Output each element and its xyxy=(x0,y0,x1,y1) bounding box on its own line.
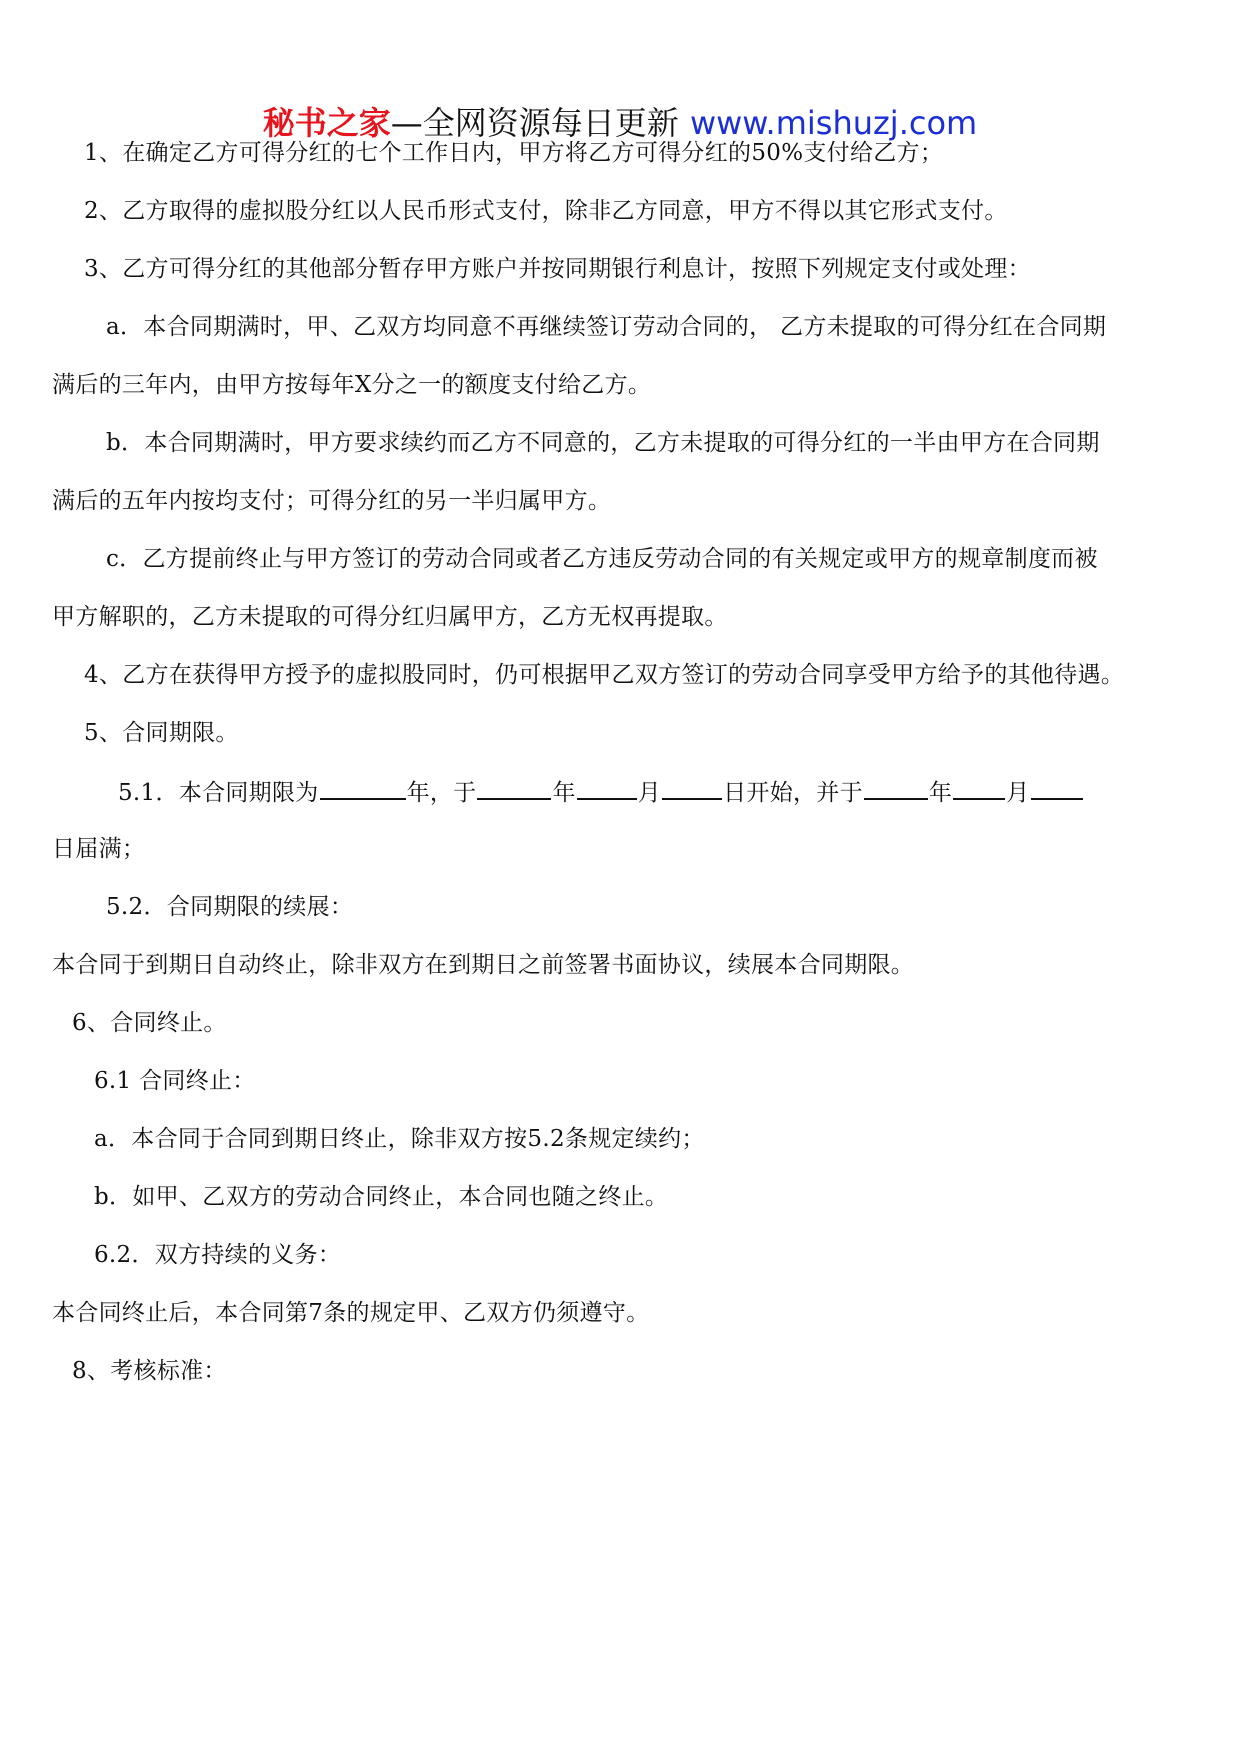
clause-5-2-body: 本合同于到期日自动终止，除非双方在到期日之前签署书面协议，续展本合同期限。 xyxy=(52,952,915,978)
start-year-blank[interactable] xyxy=(477,774,551,800)
clause-4: 4、乙方在获得甲方授予的虚拟股同时，仍可根据甲乙双方签订的劳动合同享受甲方给予的其他待遇。 xyxy=(84,662,1125,688)
end-month-blank[interactable] xyxy=(953,774,1005,800)
term-unit-year: 年，于 xyxy=(406,780,477,806)
clause-3c-line2: 甲方解职的，乙方未提取的可得分红归属甲方，乙方无权再提取。 xyxy=(52,604,728,630)
clause-5-heading: 5、合同期限。 xyxy=(84,720,239,746)
clause-2: 2、乙方取得的虚拟股分红以人民币形式支付，除非乙方同意，甲方不得以其它形式支付。 xyxy=(84,198,1008,224)
start-unit-day: 日开始，并于 xyxy=(723,780,863,806)
clause-6-1b: b．如甲、乙双方的劳动合同终止，本合同也随之终止。 xyxy=(94,1184,669,1210)
clause-6-2-body: 本合同终止后，本合同第7条的规定甲、乙双方仍须遵守。 xyxy=(52,1300,650,1326)
end-unit-month: 月 xyxy=(1006,780,1030,806)
start-month-blank[interactable] xyxy=(577,774,637,800)
start-day-blank[interactable] xyxy=(662,774,722,800)
clause-3c-line1: c．乙方提前终止与甲方签订的劳动合同或者乙方违反劳动合同的有关规定或甲方的规章制度而被 xyxy=(106,546,1098,572)
clause-8-heading: 8、考核标准： xyxy=(72,1358,227,1384)
end-day-blank[interactable] xyxy=(1031,774,1083,800)
clause-6-2-heading: 6.2．双方持续的义务： xyxy=(94,1242,342,1268)
clause-6-1-heading: 6.1 合同终止： xyxy=(94,1068,256,1094)
clause-5-1-end: 日届满； xyxy=(52,836,146,862)
clause-5-2-heading: 5.2．合同期限的续展： xyxy=(106,894,354,920)
header-slogan: —全网资源每日更新 xyxy=(390,104,679,142)
clause-3b-line1: b．本合同期满时，甲方要求续约而乙方不同意的，乙方未提取的可得分红的一半由甲方在合同期 xyxy=(106,430,1100,456)
header-url[interactable]: www.mishuzj.com xyxy=(689,104,978,142)
clause-1: 1、在确定乙方可得分红的七个工作日内，甲方将乙方可得分红的50%支付给乙方； xyxy=(84,140,944,166)
end-unit-year: 年 xyxy=(928,780,953,806)
clause-3a-line1: a．本合同期满时，甲、乙双方均同意不再继续签订劳动合同的， 乙方未提取的可得分红在合同期 xyxy=(106,314,1107,340)
term-prefix: 5.1．本合同期限为 xyxy=(118,780,319,806)
clause-3b-line2: 满后的五年内按均支付；可得分红的另一半归属甲方。 xyxy=(52,488,612,514)
end-year-blank[interactable] xyxy=(864,774,928,800)
clause-3a-line2: 满后的三年内，由甲方按每年X分之一的额度支付给乙方。 xyxy=(52,372,652,398)
term-years-blank[interactable] xyxy=(320,774,406,800)
start-unit-month: 月 xyxy=(637,780,662,806)
start-unit-year: 年 xyxy=(552,780,576,806)
clause-5-1-term xyxy=(118,774,1084,810)
clause-6-1a: a．本合同于合同到期日终止，除非双方按5.2条规定续约； xyxy=(94,1126,705,1152)
clause-6-heading: 6、合同终止。 xyxy=(72,1010,227,1036)
header-brand: 秘书之家 xyxy=(262,104,391,142)
clause-3: 3、乙方可得分红的其他部分暂存甲方账户并按同期银行利息计，按照下列规定支付或处理： xyxy=(84,256,1031,282)
